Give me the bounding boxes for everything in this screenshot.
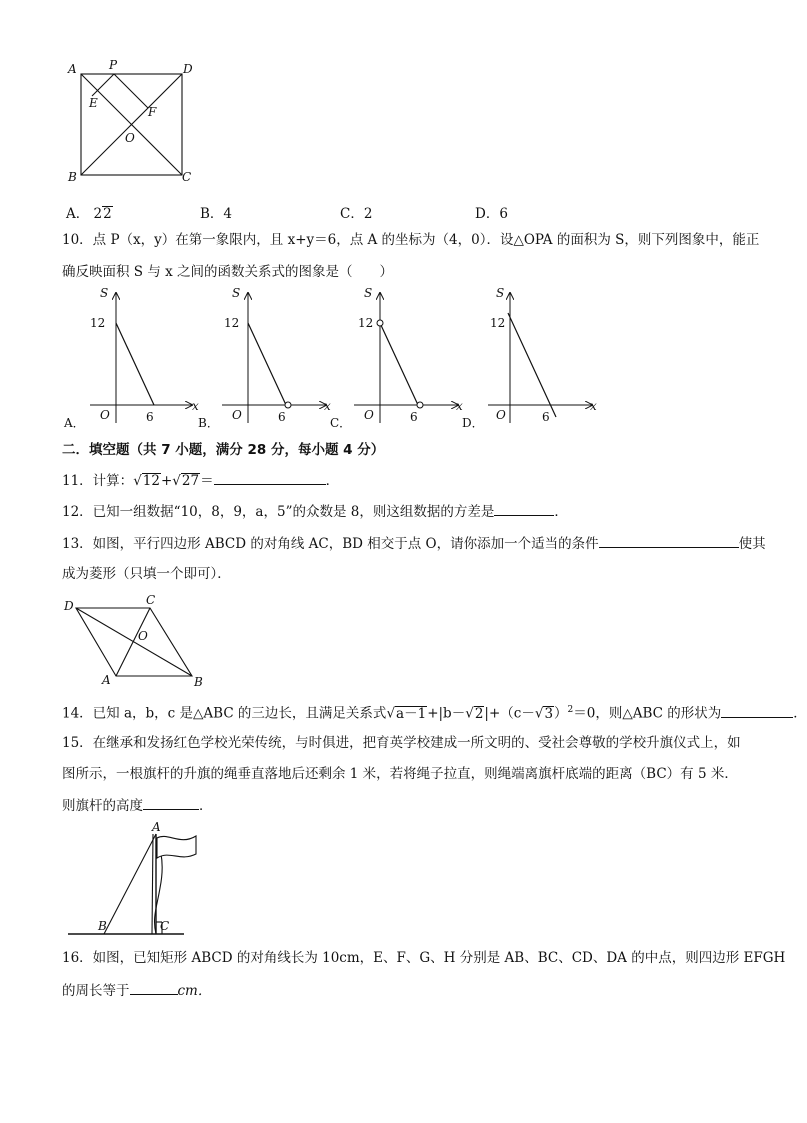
q9-option-d: D．6 [475, 206, 508, 222]
graph-a-option-letter: A． [64, 416, 85, 430]
graph-a-6-label: 6 [146, 410, 154, 424]
flag [157, 836, 196, 858]
label-b: B [194, 675, 203, 689]
label-a: A [68, 62, 77, 76]
label-a: A [152, 820, 161, 834]
label-e: E [89, 96, 98, 110]
graph-c-option-letter: C． [330, 416, 352, 430]
label-c: C [182, 170, 192, 184]
q11-radicand-b: 27 [181, 473, 200, 489]
q12-line: 12．已知一组数据“10，8，9，a，5”的众数是 8，则这组数据的方差是 ． [62, 501, 568, 522]
q9-option-a-value: 22 [93, 206, 112, 222]
q15-line3: 则旗杆的高度 ． [62, 795, 213, 816]
q10-line1: 10．点 P（x，y）在第一象限内，且 x+y＝6，点 A 的坐标为（4，0）．设△OPA 的面积为 S，则下列图象中，能正 [62, 232, 760, 248]
q14-line: 14．已知 a，b，c 是△ABC 的三边长，且满足关系式$√a-1+|b-√2|+(c-√3)^2=0$，则△ABC 的形状为 ． [62, 700, 807, 724]
graph-d-line [508, 313, 556, 417]
graph-c-6-label: 6 [410, 410, 418, 424]
graph-c-open-point-bottom [417, 402, 423, 408]
q10-line2: 确反映面积 S 与 x 之间的函数关系式的图象是（ ） [62, 264, 394, 280]
graph-a-o-label: O [100, 408, 110, 422]
label-b: B [68, 170, 77, 184]
label-o: O [125, 131, 135, 145]
graph-d-x-label: x [590, 399, 597, 413]
q11-answer-blank[interactable] [214, 470, 326, 485]
graph-c-o-label: O [364, 408, 374, 422]
q13-line1: 13．如图，平行四边形 ABCD 的对角线 AC，BD 相交于点 O，请你添加一个适当的条件 使其 [62, 533, 766, 554]
q9-option-a: A． 22 [66, 206, 112, 222]
graph-a-x-label: x [192, 399, 199, 413]
q13-parallelogram-figure [60, 592, 220, 692]
graph-c-12-label: 12 [358, 316, 374, 330]
label-c: C [146, 593, 156, 607]
graph-c-line [380, 323, 418, 405]
label-c: C [160, 919, 170, 933]
q15-flagpole-figure [60, 818, 220, 940]
q11-radicand-a: 12 [142, 473, 160, 489]
label-d: D [64, 599, 74, 613]
rope-taut [104, 834, 156, 934]
q16-line1: 16．如图，已知矩形 ABCD 的对角线长为 10cm，E、F、G、H 分别是 AB、BC、CD、DA 的中点，则四边形 EFGH [62, 950, 786, 966]
graph-a-12-label: 12 [90, 316, 106, 330]
graph-c-open-point-top [377, 320, 383, 326]
label-d: D [183, 62, 193, 76]
graph-b-6-label: 6 [278, 410, 286, 424]
graph-d-s-label: S [496, 286, 505, 300]
q12-answer-blank[interactable] [494, 501, 554, 516]
q16-line2: 的周长等于 cm． [62, 980, 211, 1001]
graph-d-o-label: O [496, 408, 506, 422]
segment-pe [92, 74, 114, 96]
segment-pf [114, 74, 148, 108]
q15-line1: 15．在继承和发扬红色学校光荣传统，与时俱进，把育英学校建成一所文明的、受社会尊敬的学校升旗仪式上，如 [62, 735, 741, 751]
label-o: O [138, 629, 148, 643]
graph-b-line [248, 323, 286, 405]
q10-graphs [60, 283, 620, 433]
graph-d-12-label: 12 [490, 316, 506, 330]
q15-line2: 图所示，一根旗杆的升旗的绳垂直落地后还剩余 1 米，若将绳子拉直，则绳端离旗杆底端的距离（BC）有 5 米． [62, 766, 738, 782]
graph-c-s-label: S [364, 286, 373, 300]
q9-option-c: C．2 [340, 206, 373, 222]
label-a: A [102, 673, 111, 687]
graph-d-option-letter: D． [462, 416, 484, 430]
graph-c-x-label: x [456, 399, 463, 413]
diagonal-db [76, 608, 192, 676]
graph-d-6-label: 6 [542, 410, 550, 424]
graph-b-x-label: x [324, 399, 331, 413]
q11-line: 11．计算：√12+√27＝ ． [62, 470, 339, 491]
q14-answer-blank[interactable] [721, 703, 793, 718]
graph-b-option-letter: B． [198, 416, 219, 430]
graph-a-s-label: S [100, 286, 109, 300]
q15-answer-blank[interactable] [143, 795, 199, 810]
graph-b-s-label: S [232, 286, 241, 300]
graph-a-line [116, 323, 154, 405]
section2-title: 二．填空题（共 7 小题，满分 28 分，每小题 4 分） [62, 442, 385, 458]
flagpole-inner [152, 834, 153, 934]
q9-option-b: B．4 [200, 206, 233, 222]
graph-b-o-label: O [232, 408, 242, 422]
q16-answer-blank[interactable] [130, 980, 178, 995]
label-f: F [148, 105, 157, 119]
graph-b-open-point [285, 402, 291, 408]
graph-b-12-label: 12 [224, 316, 240, 330]
q13-line2: 成为菱形（只填一个即可）． [62, 566, 231, 582]
label-p: P [109, 58, 118, 72]
q9-square-figure [62, 56, 202, 186]
q13-answer-blank[interactable] [599, 533, 739, 548]
label-b: B [98, 919, 107, 933]
